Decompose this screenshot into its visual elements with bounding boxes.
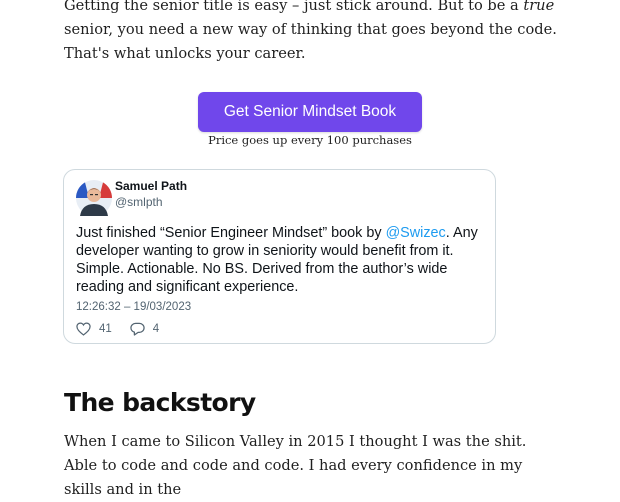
section-heading: The backstory [64,388,256,417]
like-button[interactable] [76,322,112,336]
price-note: Price goes up every 100 purchases [208,133,412,147]
avatar-image [76,180,112,216]
tweet-mention-link[interactable]: @Swizec [385,225,446,241]
tweet-actions [76,320,159,338]
like-count: 41 [99,323,112,335]
tweet-text-start: Just finished “Senior Engineer Mindset” book by [76,225,386,241]
intro-emphasis: true [523,0,555,14]
intro-text-start: Getting the senior title is easy – just stick around. But to be a [64,0,524,14]
heart-icon [76,322,91,336]
tweet-card[interactable] [63,169,496,344]
avatar[interactable] [76,180,112,216]
intro-text-end: senior, you need a new way of thinking that goes beyond the code. That's what unlocks your career. [64,21,557,62]
get-book-button[interactable]: Get Senior Mindset Book [198,92,422,132]
cta-section [0,92,620,147]
tweet-text-end: . Any developer wanting to grow in seniority would benefit from it. Simple. Actionable. No BS. Derived from the author’s wide reading and significant experience. [76,225,478,295]
reply-count: 4 [152,323,160,335]
reply-button[interactable] [130,322,159,336]
tweet-author-name[interactable]: Samuel Path [115,179,188,193]
body-paragraph: When I came to Silicon Valley in 2015 I thought I was the shit. Able to code and code and code. I had every confidence in my skills and in the [64,433,527,498]
tweet-text [76,224,488,296]
tweet-author-handle[interactable]: @smlpth [115,195,163,209]
reply-icon [130,322,145,336]
intro-paragraph [64,0,564,66]
tweet-timestamp[interactable]: 12:26:32 – 19/03/2023 [76,301,192,313]
